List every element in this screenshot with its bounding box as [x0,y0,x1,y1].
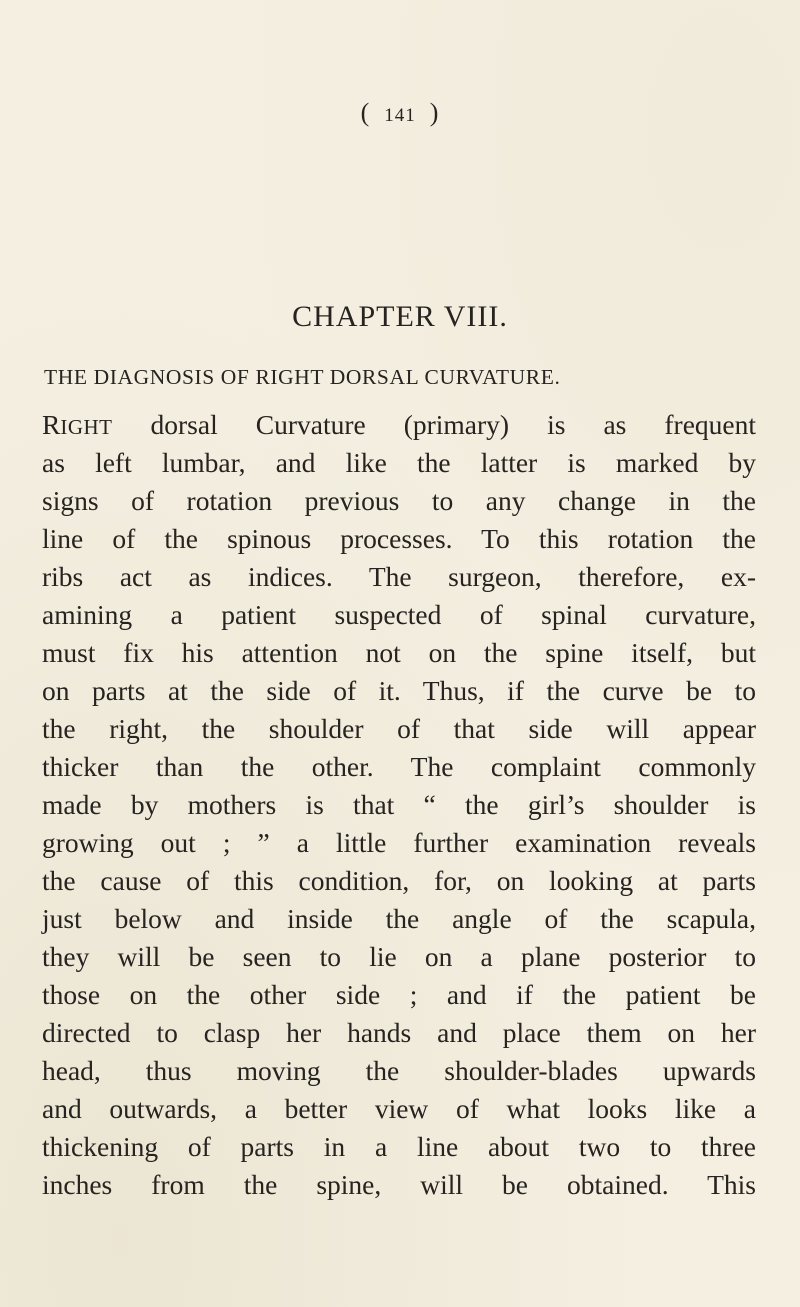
text-line: thicker than the other. The complaint commonly [42,751,756,782]
text-line: made by mothers is that “ the girl’s shoulder is [42,789,756,820]
text-line: inches from the spine, will be obtained. This [42,1169,756,1200]
text-line: must fix his attention not on the spine itself, but [42,637,756,668]
text-line: signs of rotation previous to any change in the [42,485,756,516]
page-number: 141 [384,105,416,126]
text-line: amining a patient suspected of spinal curvature, [42,599,756,630]
text-line: just below and inside the angle of the scapula, [42,903,756,934]
text-line: growing out ; ” a little further examination reveals [42,827,756,858]
text-line: and outwards, a better view of what looks like a [42,1093,756,1124]
text-line: RIGHT dorsal Curvature (primary) is as frequent [42,409,756,440]
open-parenthesis: ( [360,98,371,127]
chapter-heading: CHAPTER VIII. [292,300,508,333]
text-line: head, thus moving the shoulder-blades upwards [42,1055,756,1086]
body-text [42,406,756,1204]
text-line: as left lumbar, and like the latter is marked by [42,447,756,478]
text-line: they will be seen to lie on a plane posterior to [42,941,756,972]
text-line: those on the other side ; and if the patient be [42,979,756,1010]
close-parenthesis: ) [429,98,440,127]
page-number-header [0,98,800,128]
text-line: ribs act as indices. The surgeon, therefore, ex- [42,561,756,592]
text-line: directed to clasp her hands and place them on her [42,1017,756,1048]
text-line: line of the spinous processes. To this rotation the [42,523,756,554]
text-line: the cause of this condition, for, on looking at parts [42,865,756,896]
chapter-title: THE DIAGNOSIS OF RIGHT DORSAL CURVATURE. [44,365,561,389]
text-line: on parts at the side of it. Thus, if the curve be to [42,675,756,706]
text-line: thickening of parts in a line about two to three [42,1131,756,1162]
text-line: the right, the shoulder of that side will appear [42,713,756,744]
